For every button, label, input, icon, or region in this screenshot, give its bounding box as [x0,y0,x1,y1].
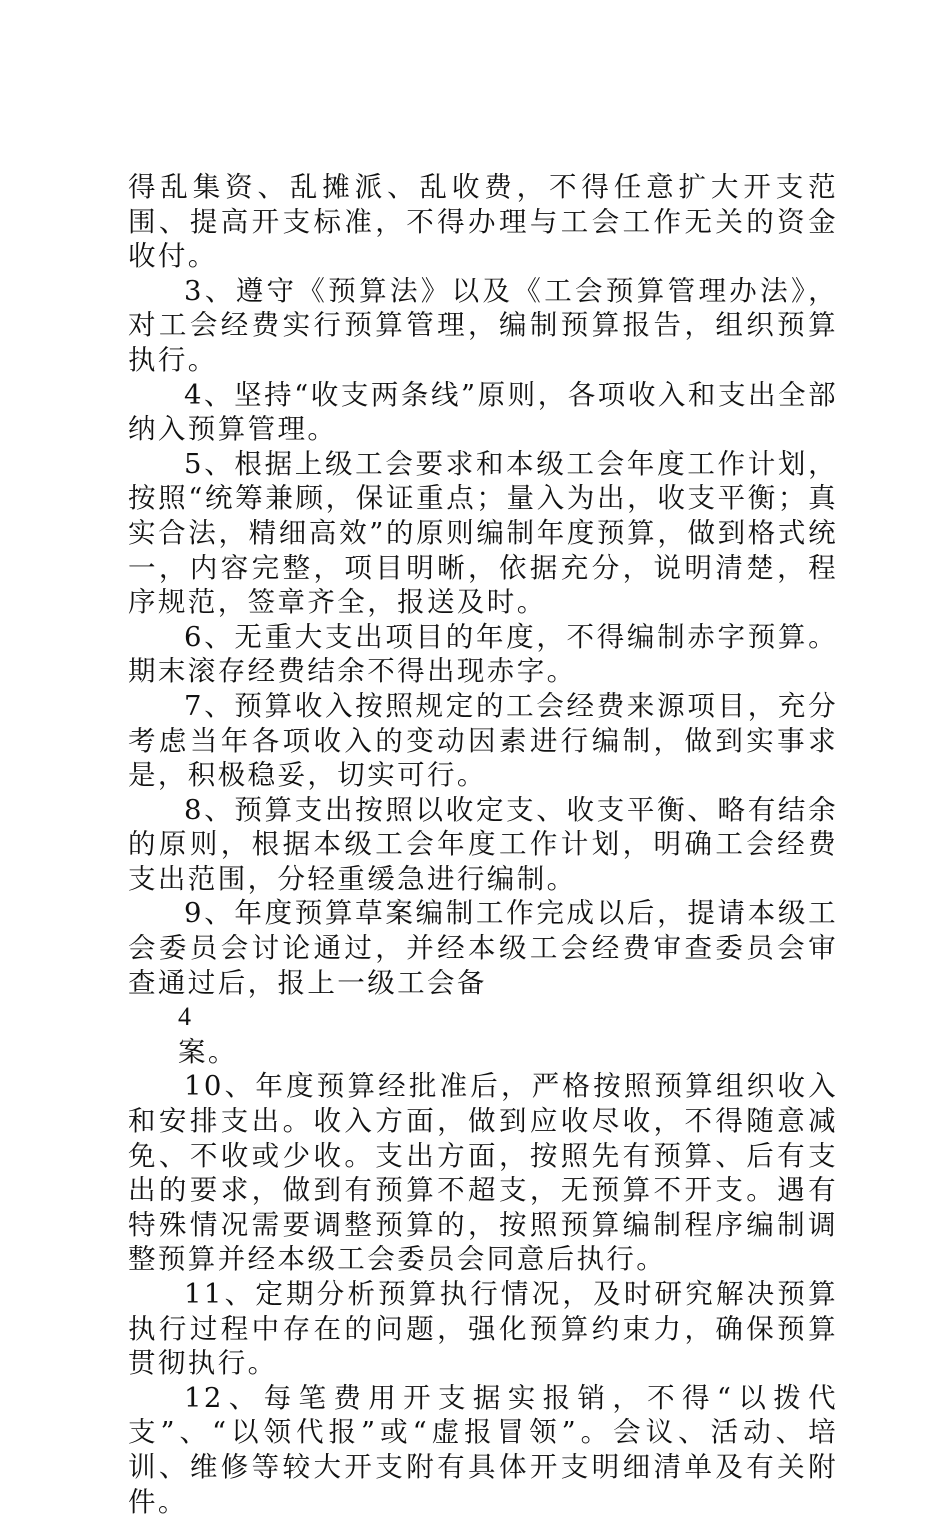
document-body [128,170,838,1519]
paragraph-continued: 得乱集资、乱摊派、乱收费，不得任意扩大开支范围、提高开支标准，不得办理与工会工作无关的资金收付。 [128,171,838,273]
paragraph-9: 9、年度预算草案编制工作完成以后，提请本级工会委员会讨论通过，并经本级工会经费审查委员会审查通过后，报上一级工会备 [128,897,838,999]
paragraph-4: 4、坚持“收支两条线”原则，各项收入和支出全部纳入预算管理。 [128,378,838,446]
paragraph-7: 7、预算收入按照规定的工会经费来源项目，充分考虑当年各项收入的变动因素进行编制，做到实事求是，积极稳妥，切实可行。 [128,689,838,792]
paragraph-5: 5、根据上级工会要求和本级工会年度工作计划，按照“统筹兼顾，保证重点；量入为出，收支平衡；真实合法，精细高效”的原则编制年度预算，做到格式统一，内容完整，项目明晰，依据充分，说明清楚，程序规范，签章齐全，报送及时。 [128,447,838,619]
paragraph-6: 6、无重大支出项目的年度，不得编制赤字预算。期末滚存经费结余不得出现赤字。 [128,620,838,688]
paragraph-11: 11、定期分析预算执行情况，及时研究解决预算执行过程中存在的问题，强化预算约束力，确保预算贯彻执行。 [128,1278,838,1380]
paragraph-10: 10、年度预算经批准后，严格按照预算组织收入和安排支出。收入方面，做到应收尽收，不得随意减免、不收或少收。支出方面，按照先有预算、后有支出的要求，做到有预算不超支，无预算不开支。遇有特殊情况需要调整预算的，按照预算编制程序编制调整预算并经本级工会委员会同意后执行。 [128,1070,838,1276]
paragraph-8: 8、预算支出按照以收定支、收支平衡、略有结余的原则，根据本级工会年度工作计划，明确工会经费支出范围，分轻重缓急进行编制。 [128,793,838,895]
page-number: 4 [178,1002,191,1032]
paragraph-12: 12、每笔费用开支据实报销，不得“以拨代支”、“以领代报”或“虚报冒领”。会议、活动、培训、维修等较大开支附有具体开支明细清单及有关附件。 [128,1381,838,1518]
paragraph-9-continuation: 案。 [178,1035,238,1068]
paragraph-3: 3、遵守《预算法》以及《工会预算管理办法》，对工会经费实行预算管理，编制预算报告，组织预算执行。 [128,274,838,376]
